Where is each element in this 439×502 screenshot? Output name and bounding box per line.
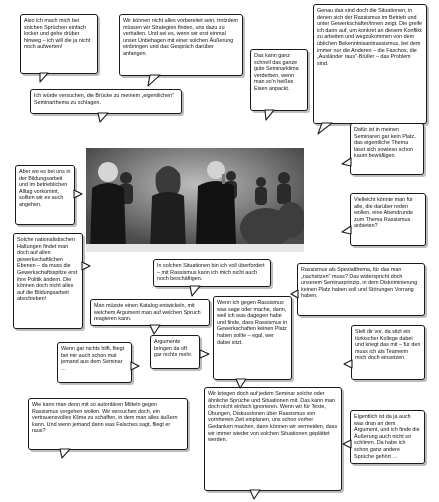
bubble-text: Eigentlich ist da ja auch was dran an dem Argument, und ich finde die Äußerung auch nicht so schlimm. Da habe ich schon ganz andere Sprüche gehört … — [354, 414, 420, 460]
speech-bubble-11 — [90, 299, 210, 326]
bubble-text: Das kann ganz schnell das ganze gute Seminarklima verderben, wenn man so'n heißes Eisen anpackt. — [254, 53, 299, 92]
speech-bubble-5 — [30, 89, 182, 114]
speech-bubble-6 — [350, 123, 424, 175]
bubble-text: Genau das sind doch die Situationen, in denen sich der Rassismus im Betrieb und unter Gewerkschafter/innen zeigt. Die greife ich dann auf, um konkret an diesem Konflikt zu arbeiten und wegzukommen von dem üblichen Bekenntnisantirassismus, bei dem immer nur die Anderen – die Faschos, die „Ausländer raus"-Brüller – das Problem sind. — [317, 8, 423, 67]
bubble-text: Wenn ich gegen Rassismus was sage oder mache, dann, weil ich was dagegen habe und finde, dass Rassismus in Gewerkschaften keinen Platz haben sollte – egal, wer dabei sitzt. — [217, 300, 288, 346]
speech-bubble-3 — [250, 49, 308, 111]
bubble-text: Dafür ist in meinen Seminaren gar kein Platz, das eigentliche Thema lässt sich sowieso schon kaum bewältigen. — [354, 127, 416, 160]
bubble-tail — [200, 350, 209, 358]
seminar-photo — [86, 148, 304, 252]
speech-bubble-4 — [313, 4, 427, 124]
speech-bubble-19 — [350, 410, 425, 464]
speech-bubble-15 — [57, 342, 132, 383]
speech-bubble-7 — [15, 165, 75, 225]
speech-bubble-16 — [351, 325, 425, 380]
bubble-text: Stell dir vor, da sitzt ein türkischer Kollege dabei und kriegt das mit – für den muss ich als Teamerin mich doch einsetzen. — [355, 329, 421, 362]
speech-bubble-13 — [213, 296, 292, 380]
speech-bubble-1 — [20, 14, 98, 74]
bubble-tail — [40, 73, 48, 82]
bubble-text: Wie kann man denn mit so autoritären Mitteln gegen Rassismus vorgehen wollen. Wir versuchen doch, ein vertrauensvolles Klima zu schaffen, in dem man alles äußern kann. Und wenn jemand dann was Falsches sagt, fliegt er raus? — [32, 402, 178, 435]
bubble-tail — [190, 286, 200, 296]
speech-bubble-8 — [350, 193, 426, 246]
bubble-text: Rassismus als Spezialthema, für das man „nachsitzen" muss? Das widerspricht doch unserem Seminarprinzip, in dem Diskriminierung keinen Platz haben soll und Störungen Vorrang haben. — [301, 267, 418, 300]
bubble-tail — [148, 75, 160, 86]
bubble-tail — [318, 123, 332, 134]
bubble-text: Argumente bringen da oft gar nichts mehr. — [154, 339, 193, 359]
speech-bubble-17 — [204, 387, 342, 491]
bubble-text: Solche nationalistischen Haltungen findet man doch auf allen gewerkschaftlichen Ebenen – da muss die Gewerkschaftsspitze erst ihre Politik ändern. Die können doch nicht alles auf die Bildungsarbeit abschieben! — [17, 237, 78, 303]
photo — [86, 148, 304, 252]
bubble-tail — [74, 190, 82, 198]
bubble-text: Vielleicht könnte man für alle, die darüber reden wollen, eine Abendrunde zum Thema Rassismus anbieten? — [354, 197, 414, 230]
bubble-tail — [98, 113, 108, 122]
speech-bubble-14 — [297, 263, 425, 316]
bubble-text: Wenn gar nichts hilft, fliegt bei mir auch schon mal jemand aus dem Seminar … — [61, 346, 125, 372]
bubble-text: Wir kriegen doch auf jedem Seminar solche oder ähnliche Sprüche und Situationen mit. Das kann man doch nicht einfach ignorieren. Wenn wir für Texte, Übungen, Diskussionen über Rassismus von vornherein Zeit einplanen, uns schon vorher Gedanken machen, dann können wir vermeiden, dass wir immer wieder von solchen Situationen geplättet werden. — [208, 391, 338, 444]
speech-bubble-18 — [28, 398, 188, 450]
bubble-text: Wir können nicht alles vorbereitet sein, trotzdem müssen wir Strategien finden, uns dazu zu verhalten. Und sei es, wenn wir erst einmal unser Unbehagen mit einer solchen Äußerung einbringen und das Gespräch darüber anfangen. — [123, 18, 239, 57]
bubble-text: Also ich mach mich bei solchen Sprüchen einfach locker und gehe drüber hinweg – ich will die ja nicht noch aufwerten! — [24, 18, 91, 51]
bubble-text: Ich würde versuchen, die Brücke zu meinem „eigentlichen" Seminarthema zu schlagen. — [34, 93, 175, 106]
bubble-tail — [82, 262, 90, 270]
speech-bubble-12 — [150, 335, 200, 369]
bubble-tail — [265, 110, 274, 120]
bubble-tail — [60, 449, 70, 458]
speech-bubble-10 — [153, 259, 271, 287]
bubble-tail — [131, 362, 139, 370]
bubble-tail — [150, 325, 160, 334]
bubble-text: Aber wo es bei uns in der Bildungsarbeit und im betrieblichen Alltag vorkommt, sollten wir es auch angehen. — [19, 169, 71, 208]
speech-bubble-2 — [119, 14, 243, 76]
bubble-tail — [250, 490, 260, 499]
speech-bubble-9 — [13, 233, 83, 329]
bubble-text: Man müsste einen Katalog entwickeln, mit welchem Argument man auf welchen Spruch reagieren kann. — [94, 303, 201, 323]
bubble-text: In solchen Situationen bin ich voll überfordert – mit Rassismus kann ich mich nicht auch noch beschäftigen. — [157, 263, 265, 283]
